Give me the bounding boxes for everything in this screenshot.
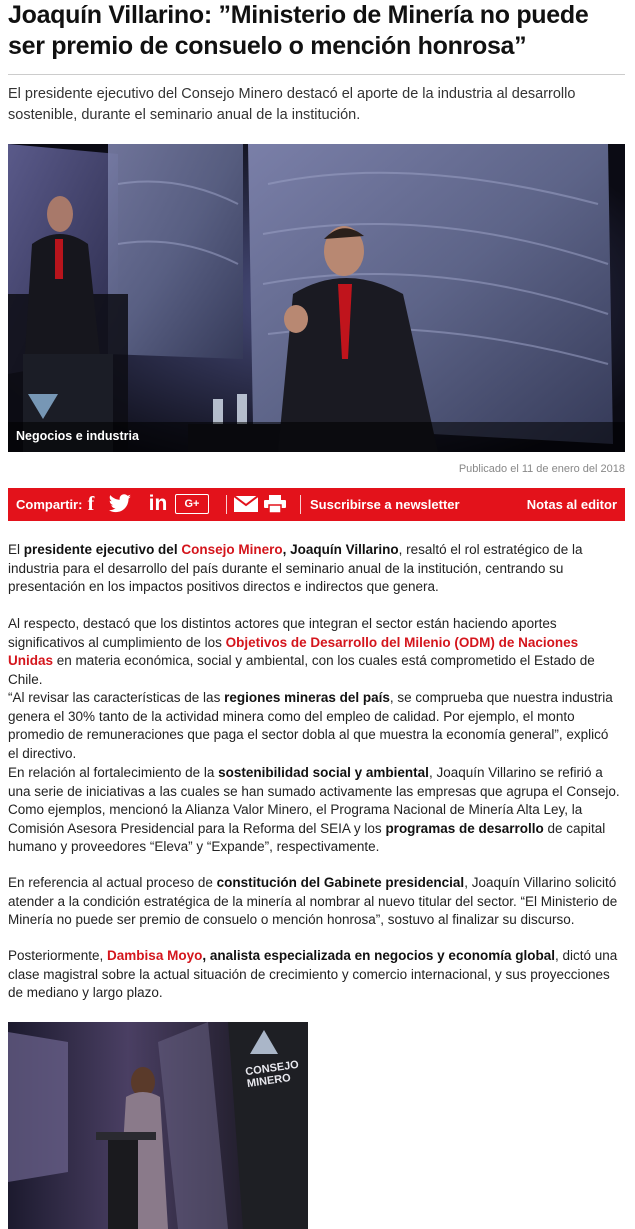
editor-notes-link[interactable]: Notas al editor [526,497,617,512]
share-divider [226,495,227,514]
published-date: Publicado el 11 de enero del 2018 [458,463,625,475]
share-divider [300,495,301,514]
share-label: Compartir: [16,497,83,512]
hero-caption[interactable]: Negocios e industria [16,429,139,443]
linkedin-icon[interactable]: in [148,492,168,515]
link-dambisa-moyo[interactable]: Dambisa Moyo [107,948,203,963]
title-divider [8,74,625,75]
newsletter-link[interactable]: Suscribirse a newsletter [310,497,460,512]
consejo-minero-sign: CONSEJO MINERO [244,1058,300,1091]
article-paragraph: “Al revisar las características de las regiones mineras del país, se comprueba que nuestra industria genera el 30% tanto de la actividad minera como del empleo de calidad. Por ejemplo, el monto promedio de remuneraciones que paga el sector dobla al que muestra la economía general”, explicó el directivo. [8,690,613,761]
article-paragraph: El presidente ejecutivo del Consejo Minero, Joaquín Villarino, resaltó el rol estratégico de la industria para el desarrollo del país durante el seminario anual de la institución, centrando su presentación en los impactos positivos directos e indirectos que genera. [8,542,583,594]
article-paragraph: En relación al fortalecimiento de la sostenibilidad social y ambiental, Joaquín Villarino se refirió a una serie de iniciativas a las cuales se han sumado activamente las empresas que agrupa el Consejo. Como ejemplos, mencionó la Alianza Valor Minero, el Programa Nacional de Minería Alta Ley, la Comisión Asesora Presidencial para la Reforma del SEIA y los programas de desarrollo de capital humano y proveedores “Eleva” y “Expande”, respectivamente. [8,765,620,854]
article-paragraph: En referencia al actual proceso de constitución del Gabinete presidencial, Joaquín Villarino solicitó atender a la condición estratégica de la minería al nombrar al nuevo titular del sector. “El Ministerio de Minería no puede ser premio de consuelo o mención honrosa”, sostuvo al finalizar su discurso. [8,875,618,927]
print-icon[interactable] [264,495,286,513]
twitter-icon[interactable] [107,491,133,517]
google-plus-icon[interactable]: G+ [175,494,209,514]
link-odm[interactable]: Objetivos de Desarrollo del Milenio (ODM) de Naciones Unidas [8,634,579,668]
facebook-icon[interactable]: f [87,492,95,515]
article-lead: El presidente ejecutivo del Consejo Minero destacó el aporte de la industria al desarrollo sostenible, durante el seminario anual de la institución. [8,86,576,123]
share-bar [8,488,625,521]
hero-photo-illustration [8,144,625,452]
hero-caption-bar [8,422,625,452]
hero-image [8,144,625,452]
mail-icon[interactable] [234,496,258,512]
speaker-photo [8,1022,308,1229]
speaker-photo-illustration [8,1022,308,1229]
link-consejo-minero[interactable]: Consejo Minero [181,542,283,557]
article-title: Joaquín Villarino: ”Ministerio de Minería no puede ser premio de consuelo o mención honrosa” [8,1,589,60]
article-paragraph: Al respecto, destacó que los distintos actores que integran el sector están haciendo aportes significativos al cumplimiento de los Objetivos de Desarrollo del Milenio (ODM) de Naciones Unidas en materia económica, social y ambiental, con los cuales está comprometido el Estado de Chile. [8,616,595,687]
article-paragraph: Posteriormente, Dambisa Moyo, analista especializada en negocios y economía global, dictó una clase magistral sobre la actual situación de crecimiento y comercio internacional, y sus proyecciones de mediano y largo plazo. [8,948,618,1000]
